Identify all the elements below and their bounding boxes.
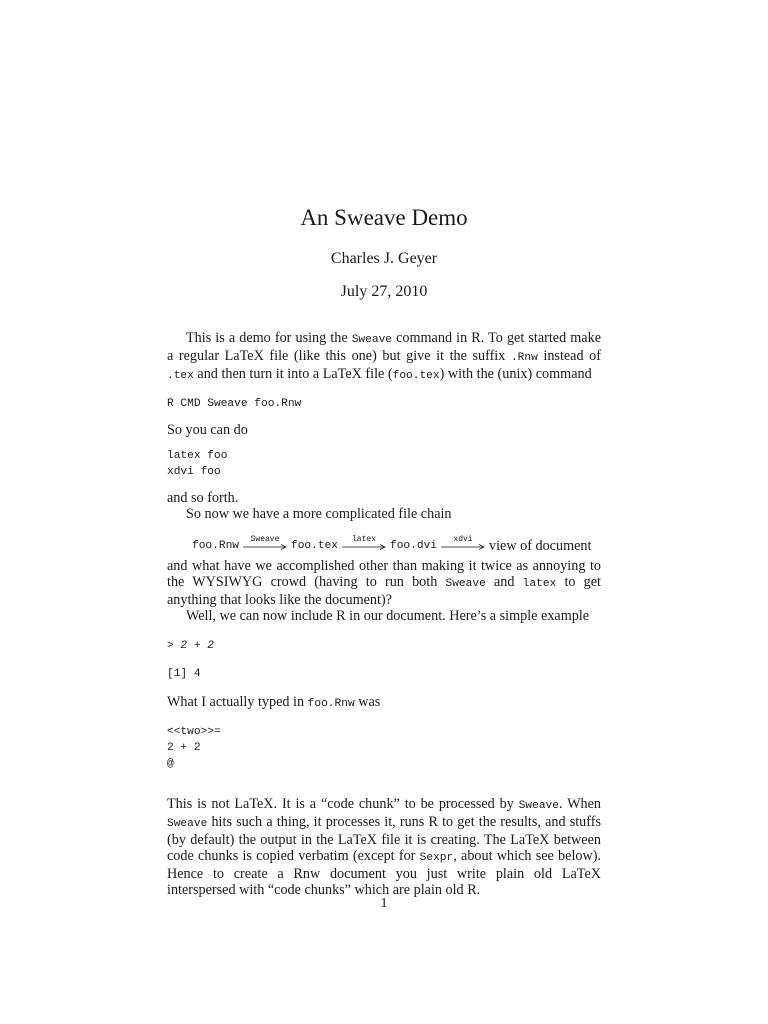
paragraph: Well, we can now include R in our document. Here’s a simple example (186, 608, 590, 624)
date: July 27, 2010 (340, 283, 428, 300)
page-number: 1 (380, 896, 388, 911)
paragraph: and what have we accomplished other than making it twice as annoying to the WYSIWYG crowd (having to run both Sweave and latex to get anything that looks like the document)? (167, 558, 601, 608)
chain-end: view of document (489, 538, 592, 554)
inline-code: foo.Rnw (307, 698, 355, 710)
arrow-label: latex (351, 535, 376, 544)
code-block-latex: latex foo xdvi foo (167, 450, 228, 478)
inline-code: Sweave (167, 818, 208, 830)
chain-arrow (243, 535, 287, 550)
inline-code: latex (522, 578, 557, 590)
file-chain-diagram (192, 532, 601, 554)
chain-arrow (342, 535, 386, 550)
arrow-label: xdvi (453, 535, 473, 544)
document-body (167, 330, 601, 898)
inline-code: Sweave (518, 800, 559, 812)
arrow-label: Sweave (250, 535, 280, 544)
inline-code: Sweave (445, 578, 486, 590)
paragraph: and so forth. (167, 490, 239, 506)
paragraph: What I actually typed in foo.Rnw was (167, 694, 381, 710)
inline-code: .Rnw (510, 352, 538, 364)
inline-code: .tex (167, 370, 194, 382)
paragraph: So now we have a more complicated file chain (186, 506, 452, 522)
chain-node: foo.tex (291, 540, 338, 552)
right-arrow-icon (243, 544, 287, 550)
inline-code: Sweave (351, 334, 393, 346)
page-title: An Sweave Demo (300, 205, 468, 230)
right-arrow-icon (441, 544, 485, 550)
paragraph-intro: This is a demo for using the Sweave command in R. To get started make a regular LaTeX file (like this one) but give it the suffix .Rnw instead of .tex and then turn it into a LaTeX file (foo.tex) with the (unix) command (167, 330, 601, 382)
code-input: > 2 + 2 (167, 640, 214, 652)
chain-node: foo.Rnw (192, 540, 239, 552)
paragraph: This is not LaTeX. It is a “code chunk” to be processed by Sweave. When Sweave hits such a thing, it processes it, runs R to get the results, and stuffs (by default) the output in the LaTeX file it is creating. The LaTeX between code chunks is copied verbatim (except for Sexpr, about which see below). Hence to create a Rnw document you just write plain old LaTeX interspersed with “code chunks” which are plain old R. (167, 796, 601, 898)
chain-node: foo.dvi (390, 540, 437, 552)
paragraph: So you can do (167, 422, 248, 438)
inline-code: Sexpr (419, 852, 454, 864)
code-block-command: R CMD Sweave foo.Rnw (167, 398, 302, 410)
code-chunk: <<two>>= 2 + 2 @ (167, 726, 221, 770)
right-arrow-icon (342, 544, 386, 550)
code-output: [1] 4 (167, 668, 201, 680)
author: Charles J. Geyer (330, 250, 438, 267)
inline-code: foo.tex (392, 370, 440, 382)
chain-arrow (441, 535, 485, 550)
